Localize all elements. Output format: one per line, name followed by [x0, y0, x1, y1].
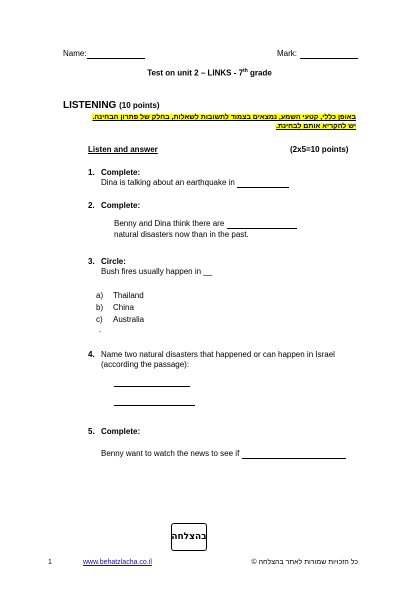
q5-blank[interactable] [242, 458, 346, 459]
page-number: 1 [48, 559, 52, 566]
q4-answer-line-2[interactable] [114, 405, 195, 406]
section-points: (2x5=10 points) [290, 145, 349, 154]
question-5: 5. Complete: [88, 427, 141, 436]
stray-dot: . [99, 325, 102, 334]
question-1: 1. Complete: [88, 168, 141, 177]
page-title: Test on unit 2 – LINKS - 7th grade [147, 68, 272, 78]
section-title: LISTENING (10 points) [63, 100, 160, 111]
option-c[interactable]: c) Australia [96, 315, 145, 324]
question-3: 3. Circle: [88, 257, 126, 266]
q1-blank[interactable] [237, 187, 289, 188]
question-1-text: Dina is talking about an earthquake in [101, 178, 289, 188]
copyright-text: כל הזכויות שמורות לאתר בהצלחה © [251, 559, 358, 566]
option-b[interactable]: b) China [96, 303, 134, 312]
mark-blank[interactable] [300, 58, 358, 59]
question-3-text: Bush fires usually happen in __ [101, 267, 213, 276]
q2-blank[interactable] [227, 228, 297, 229]
question-4: 4. Name two natural disasters that happened or can happen in Israel [88, 350, 335, 359]
question-5-text: Benny want to watch the news to see if [101, 449, 346, 459]
name-field: Name: [63, 49, 145, 59]
listen-and-answer: Listen and answer [88, 145, 158, 154]
q4-answer-line-1[interactable] [114, 386, 190, 387]
hebrew-instruction [63, 113, 356, 131]
name-blank[interactable] [87, 58, 145, 59]
instruction-line-1: באופן כללי, קטעי השמע, נמצאים בצמוד לתשובות לשאלות, בחלק של פתרון הבחינה. [92, 114, 356, 121]
question-2: 2. Complete: [88, 201, 141, 210]
behatzlacha-logo: בהצלחה [171, 523, 207, 551]
question-2-text: Benny and Dina think there are [114, 219, 297, 229]
question-4-text-2: (according the passage): [101, 360, 190, 369]
option-a[interactable]: a) Thailand [96, 291, 144, 300]
question-2-text-2: natural disasters now than in the past. [114, 230, 249, 239]
mark-field: Mark: [277, 49, 358, 59]
instruction-line-2: יש להקריא אותם לבחינת. [276, 123, 356, 130]
site-link[interactable]: www.behatzlacha.co.il [83, 559, 152, 566]
